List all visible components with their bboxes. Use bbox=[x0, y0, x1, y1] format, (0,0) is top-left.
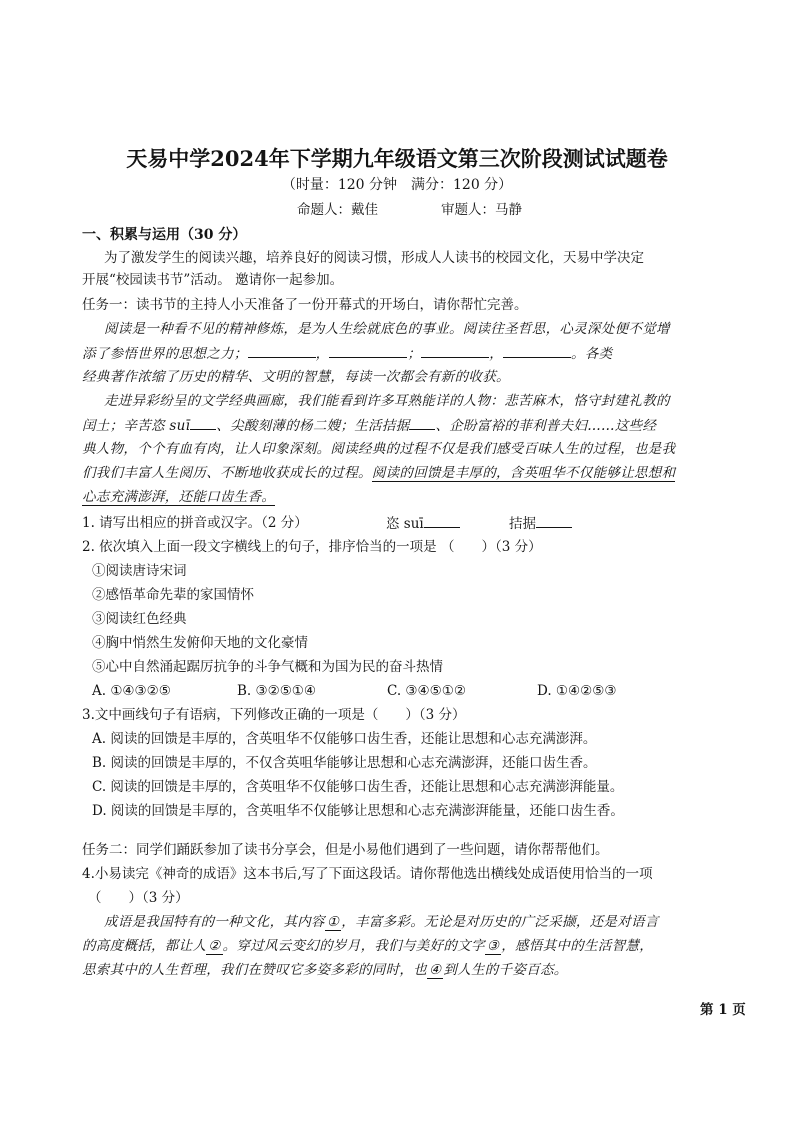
passage2-line3: 典人物，个个有血有肉，让人印象深刻。阅读经典的过程不仅是我们感受百味人生的过程，也是我 bbox=[82, 441, 676, 457]
q2-item-5: ⑤心中自然涌起踞厉抗争的斗争气概和为国为民的奋斗热情 bbox=[92, 659, 443, 675]
underlined-sentence-part1: 阅读的回馈是丰厚的，含英咀华不仅能够让思想和 bbox=[371, 465, 676, 481]
question-1-item-1: 恣 suī bbox=[386, 513, 460, 534]
passage2-line4: 们我们丰富人生阅历、不断地收获成长的过程。阅读的回馈是丰厚的，含英咀华不仅能够让思想和 bbox=[82, 465, 676, 481]
q1-answer-blank-1[interactable] bbox=[424, 513, 460, 528]
q2-option-b[interactable]: B. ③②⑤①④ bbox=[237, 683, 317, 699]
section1-heading: 一、积累与运用（30 分） bbox=[82, 227, 247, 243]
passage1-line1: 阅读是一种看不见的精神修炼，是为人生绘就底色的事业。阅读往圣哲思，心灵深处便不觉增 bbox=[104, 321, 670, 337]
exam-title: 天易中学2024年下学期九年级语文第三次阶段测试试题卷 bbox=[126, 146, 668, 171]
passage1-text: 添了参悟世界的思想之力； bbox=[82, 346, 248, 362]
passage3-line2: 的高度概括，都让人 ② 。穿过风云变幻的岁月，我们与美好的文字 ③ ，感悟其中的生活智慧， bbox=[82, 938, 654, 954]
question-4: 4.小易读完《神奇的成语》这本书后,写了下面这段话。请你帮他选出横线处成语使用恰当的一项 bbox=[82, 866, 653, 882]
section1-intro-line1: 为了激发学生的阅读兴趣，培养良好的阅读习惯，形成人人读书的校园文化，天易中学决定 bbox=[104, 250, 644, 266]
passage1-line3: 经典著作浓缩了历史的精华、文明的智慧，每读一次都会有新的收获。 bbox=[82, 369, 510, 385]
question-3: 3.文中画线句子有语病，下列修改正确的一项是（ ）（3 分） bbox=[82, 707, 466, 723]
q2-option-c[interactable]: C. ③④⑤①② bbox=[387, 683, 466, 699]
q1-answer-blank-2[interactable] bbox=[536, 513, 572, 528]
blank-marker-2: ② bbox=[208, 938, 221, 954]
answer-blank-2[interactable] bbox=[329, 343, 407, 358]
blank-marker-1: ① bbox=[326, 914, 340, 930]
q2-option-a[interactable]: A. ①④③②⑤ bbox=[92, 683, 171, 699]
question-1-item-2: 拮据 bbox=[509, 513, 572, 534]
blank-marker-3: ③ bbox=[486, 938, 500, 954]
answer-blank-3[interactable] bbox=[421, 343, 489, 358]
exam-author: 命题人：戴佳 bbox=[297, 202, 378, 218]
q2-option-d[interactable]: D. ①④②⑤③ bbox=[537, 683, 617, 699]
question-2: 2. 依次填入上面一段文字横线上的句子，排序恰当的一项是 （ ）（3 分） bbox=[82, 539, 542, 555]
answer-blank-hanzi[interactable] bbox=[409, 415, 435, 430]
exam-time-info: （时量：120 分钟 满分：120 分） bbox=[281, 177, 513, 193]
q3-option-d[interactable]: D. 阅读的回馈是丰厚的，含英咀华不仅能够让思想和心志充满澎湃能量，还能口齿生香。 bbox=[92, 803, 624, 819]
passage1-line2: 添了参悟世界的思想之力； ， ； ， 。各类 bbox=[82, 343, 612, 364]
blank-marker-4: ④ bbox=[429, 962, 442, 978]
passage2-line5 bbox=[82, 487, 275, 507]
question-4-answer-bracket: （ ）（3 分） bbox=[88, 890, 189, 906]
answer-blank-4[interactable] bbox=[503, 343, 571, 358]
task1-heading: 任务一：读书节的主持人小天准备了一份开幕式的开场白，请你帮忙完善。 bbox=[82, 297, 528, 313]
q2-item-4: ④胸中悄然生发俯仰天地的文化豪情 bbox=[92, 635, 308, 651]
answer-blank-1[interactable] bbox=[248, 343, 316, 358]
passage2-line2: 闰土；辛苦恣 suī 、尖酸刻薄的杨二嫂；生活拮据 、企盼富裕的菲利普夫妇……这些经 bbox=[82, 415, 656, 436]
answer-blank-pinyin[interactable] bbox=[190, 415, 216, 430]
q3-option-a[interactable]: A. 阅读的回馈是丰厚的，含英咀华不仅能够口齿生香，还能让思想和心志充满澎湃。 bbox=[92, 731, 597, 747]
exam-reviewer: 审题人：马静 bbox=[441, 202, 522, 218]
q2-item-3: ③阅读红色经典 bbox=[92, 611, 187, 627]
q3-option-c[interactable]: C. 阅读的回馈是丰厚的，含英咀华不仅能够口齿生香，还能让思想和心志充满澎湃能量。 bbox=[92, 779, 624, 795]
q3-option-b[interactable]: B. 阅读的回馈是丰厚的，不仅含英咀华能够让思想和心志充满澎湃，还能口齿生香。 bbox=[92, 755, 597, 771]
task2-heading: 任务二：同学们踊跃参加了读书分享会，但是小易他们遇到了一些问题，请你帮帮他们。 bbox=[82, 842, 609, 858]
passage3-line3: 思索其中的人生哲理，我们在赞叹它多姿多彩的同时，也 ④ 到人生的千姿百态。 bbox=[82, 962, 568, 978]
section1-intro-line2: 开展“校园读书节”活动。 邀请你一起参加。 bbox=[82, 272, 344, 288]
page-number: 第 1 页 bbox=[700, 1002, 746, 1018]
question-1: 1. 请写出相应的拼音或汉字。（2 分） bbox=[82, 515, 308, 531]
q2-item-1: ①阅读唐诗宋词 bbox=[92, 563, 187, 579]
passage3-line1: 成语是我国特有的一种文化，其内容 ① ，丰富多彩。无论是对历史的广泛采撷，还是对语言 bbox=[104, 914, 659, 930]
passage2-line1: 走进异彩纷呈的文学经典画廊，我们能看到许多耳熟能详的人物：悲苦麻木，恪守封建礼教的 bbox=[104, 393, 670, 409]
underlined-sentence-part2: 心志充满澎湃，还能口齿生香。 bbox=[82, 489, 276, 505]
q2-item-2: ②感悟革命先辈的家国情怀 bbox=[92, 587, 254, 603]
